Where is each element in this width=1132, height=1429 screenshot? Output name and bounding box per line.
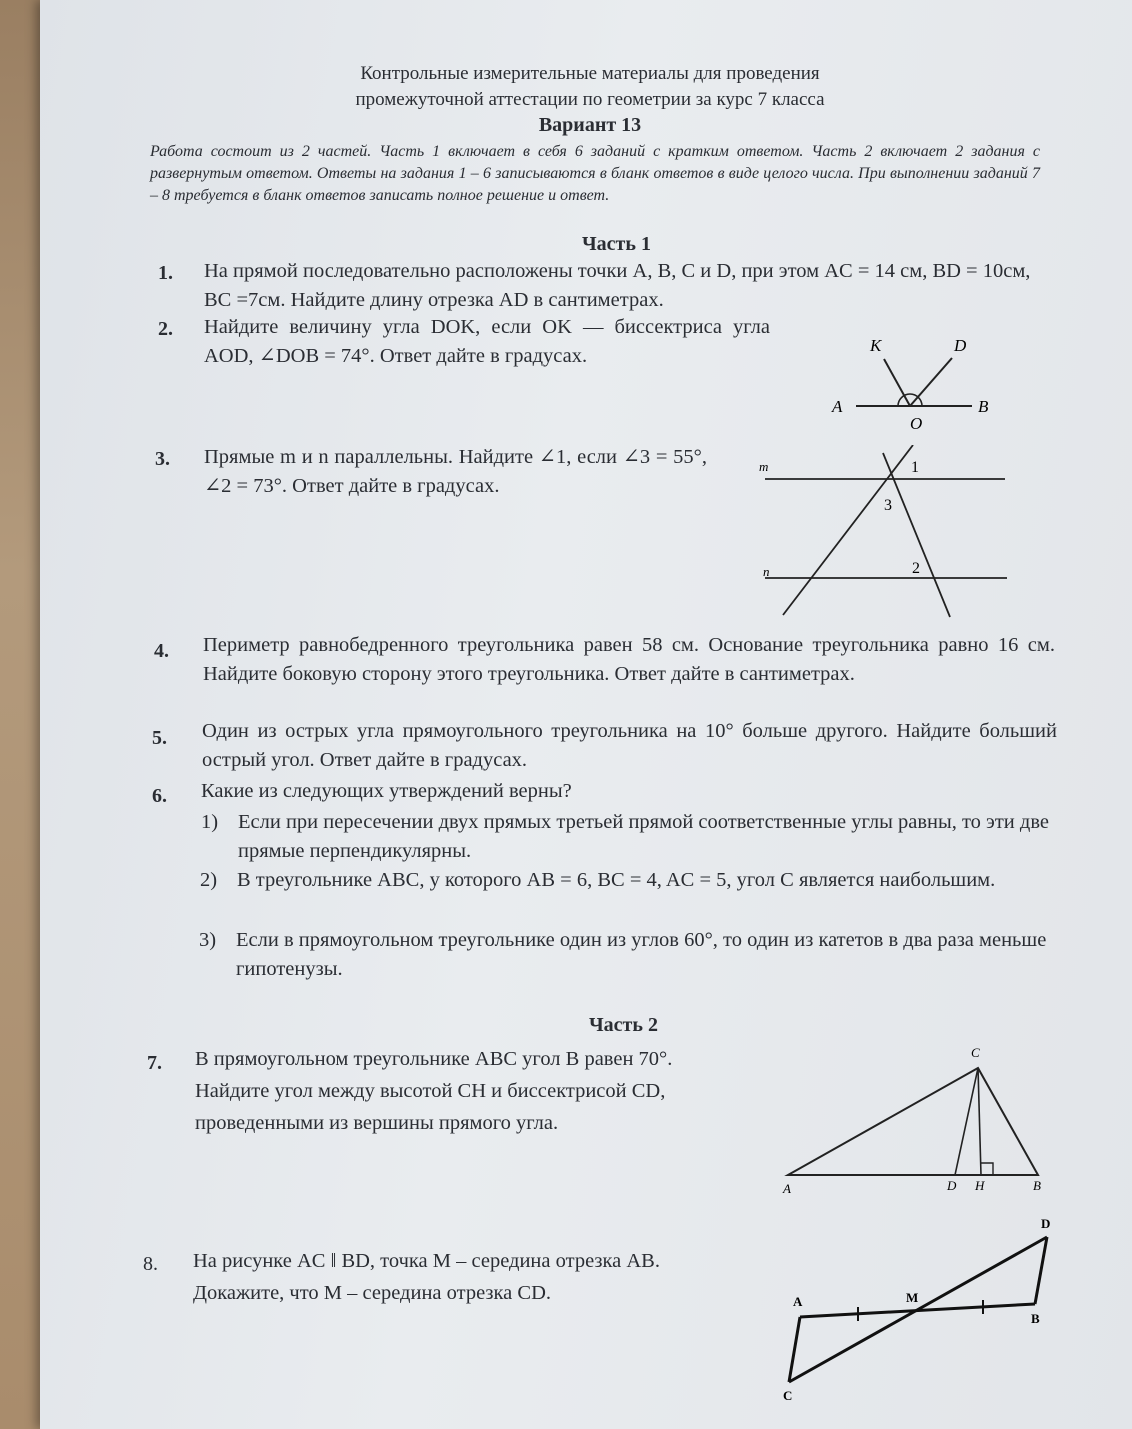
statement3-text: Если в прямоугольном треугольнике один из углов 60°, то один из катетов в два раза меньше гипотенузы. [236, 929, 1047, 980]
task5-number: 5. [152, 727, 167, 749]
label-n: n [763, 564, 770, 579]
segment-cd [789, 1237, 1047, 1382]
label-o: O [910, 414, 923, 433]
label-d: D [954, 336, 967, 355]
part2-heading: Часть 2 [589, 1014, 658, 1036]
label-h: H [975, 1178, 985, 1193]
task8-figure [775, 1210, 1065, 1410]
task4-text: Периметр равнобедренного треугольника равен 58 см. Основание треугольника равно 16 см. Найдите боковую сторону этого треугольника. Ответ дайте в сантиметрах. [203, 634, 1055, 685]
task7-number: 7. [147, 1052, 162, 1074]
statement3-number: 3) [199, 929, 217, 951]
title-line-1: Контрольные измерительные материалы для проведения [360, 63, 820, 84]
label-d: D [947, 1178, 957, 1193]
height-ch [978, 1068, 981, 1175]
statement2-number: 2) [200, 869, 218, 891]
label-b: B [1031, 1311, 1040, 1326]
bisector-cd [955, 1068, 978, 1175]
task3-text: Прямые m и n параллельны. Найдите ∠1, если ∠3 = 55°, ∠2 = 73°. Ответ дайте в градусах. [204, 446, 707, 497]
task2-number: 2. [158, 318, 173, 340]
task5-text: Один из острых угла прямоугольного треугольника на 10° больше другого. Найдите больший острый угол. Ответ дайте в градусах. [202, 720, 1057, 771]
task8-number: 8. [143, 1253, 158, 1275]
task8-text: На рисунке AC ‖ BD, точка M – середина отрезка AB. Докажите, что M – середина отрезка CD. [193, 1250, 660, 1304]
label-k: K [870, 336, 882, 355]
segment-ac [789, 1317, 800, 1382]
label-b: B [1033, 1178, 1041, 1193]
task7-text: В прямоугольном треугольнике ABC угол B равен 70°. Найдите угол между высотой CH и биссектрисой CD, проведенными из вершины прямого угла. [195, 1048, 673, 1134]
statement1-text: Если при пересечении двух прямых третьей прямой соответственные углы равны, то эти две прямые перпендикулярны. [238, 811, 1049, 862]
segment-bd [1035, 1237, 1047, 1304]
intro-paragraph: Работа состоит из 2 частей. Часть 1 включает в себя 6 заданий с кратким ответом. Часть 2 включает 2 задания с развернутым ответом. Ответы на задания 1 – 6 записываются в бланк ответов в виде целого числа. При выполнении заданий 7 – 8 требуется в бланк ответов записать полное решение и ответ. [150, 143, 1040, 204]
label-c: C [971, 1045, 980, 1060]
label-b: B [978, 397, 989, 416]
ray-ok [884, 359, 910, 406]
task4-number: 4. [154, 640, 169, 662]
label-d: D [1041, 1216, 1051, 1231]
statement2-text: В треугольнике ABC, у которого AB = 6, BC = 4, AC = 5, угол C является наибольшим. [237, 869, 996, 891]
transversal-2 [883, 453, 950, 617]
task2-text: Найдите величину угла DOK, если OK — биссектриса угла AOD, ∠DOB = 74°. Ответ дайте в градусах. [204, 316, 770, 367]
task7-figure [775, 1040, 1055, 1200]
label-a: A [793, 1294, 803, 1309]
task2-figure [820, 325, 1010, 440]
label-c: C [783, 1388, 793, 1403]
task3-number: 3. [155, 448, 170, 470]
ray-od [910, 358, 952, 406]
task1-number: 1. [158, 262, 173, 284]
variant-heading: Вариант 13 [538, 114, 642, 136]
label-m: m [759, 459, 769, 474]
label-a: A [783, 1181, 791, 1196]
part1-heading: Часть 1 [582, 233, 651, 255]
label-angle-2: 2 [912, 560, 920, 577]
transversal-1 [783, 445, 913, 615]
task3-figure [755, 445, 1020, 625]
label-angle-1: 1 [911, 459, 919, 476]
statement1-number: 1) [201, 811, 219, 833]
right-angle-mark [981, 1163, 993, 1175]
label-angle-3: 3 [884, 497, 892, 514]
label-m: M [906, 1290, 919, 1305]
triangle-abc [788, 1068, 1038, 1175]
task6-number: 6. [152, 785, 167, 807]
task1-text: На прямой последовательно расположены точки A, B, C и D, при этом AC = 14 см, BD = 10см, BC =7см. Найдите длину отрезка AD в сантиметрах. [204, 260, 1031, 311]
task6-text: Какие из следующих утверждений верны? [201, 780, 572, 802]
label-a: A [832, 397, 843, 416]
title-line-2: промежуточной аттестации по геометрии за курс 7 класса [355, 89, 825, 110]
